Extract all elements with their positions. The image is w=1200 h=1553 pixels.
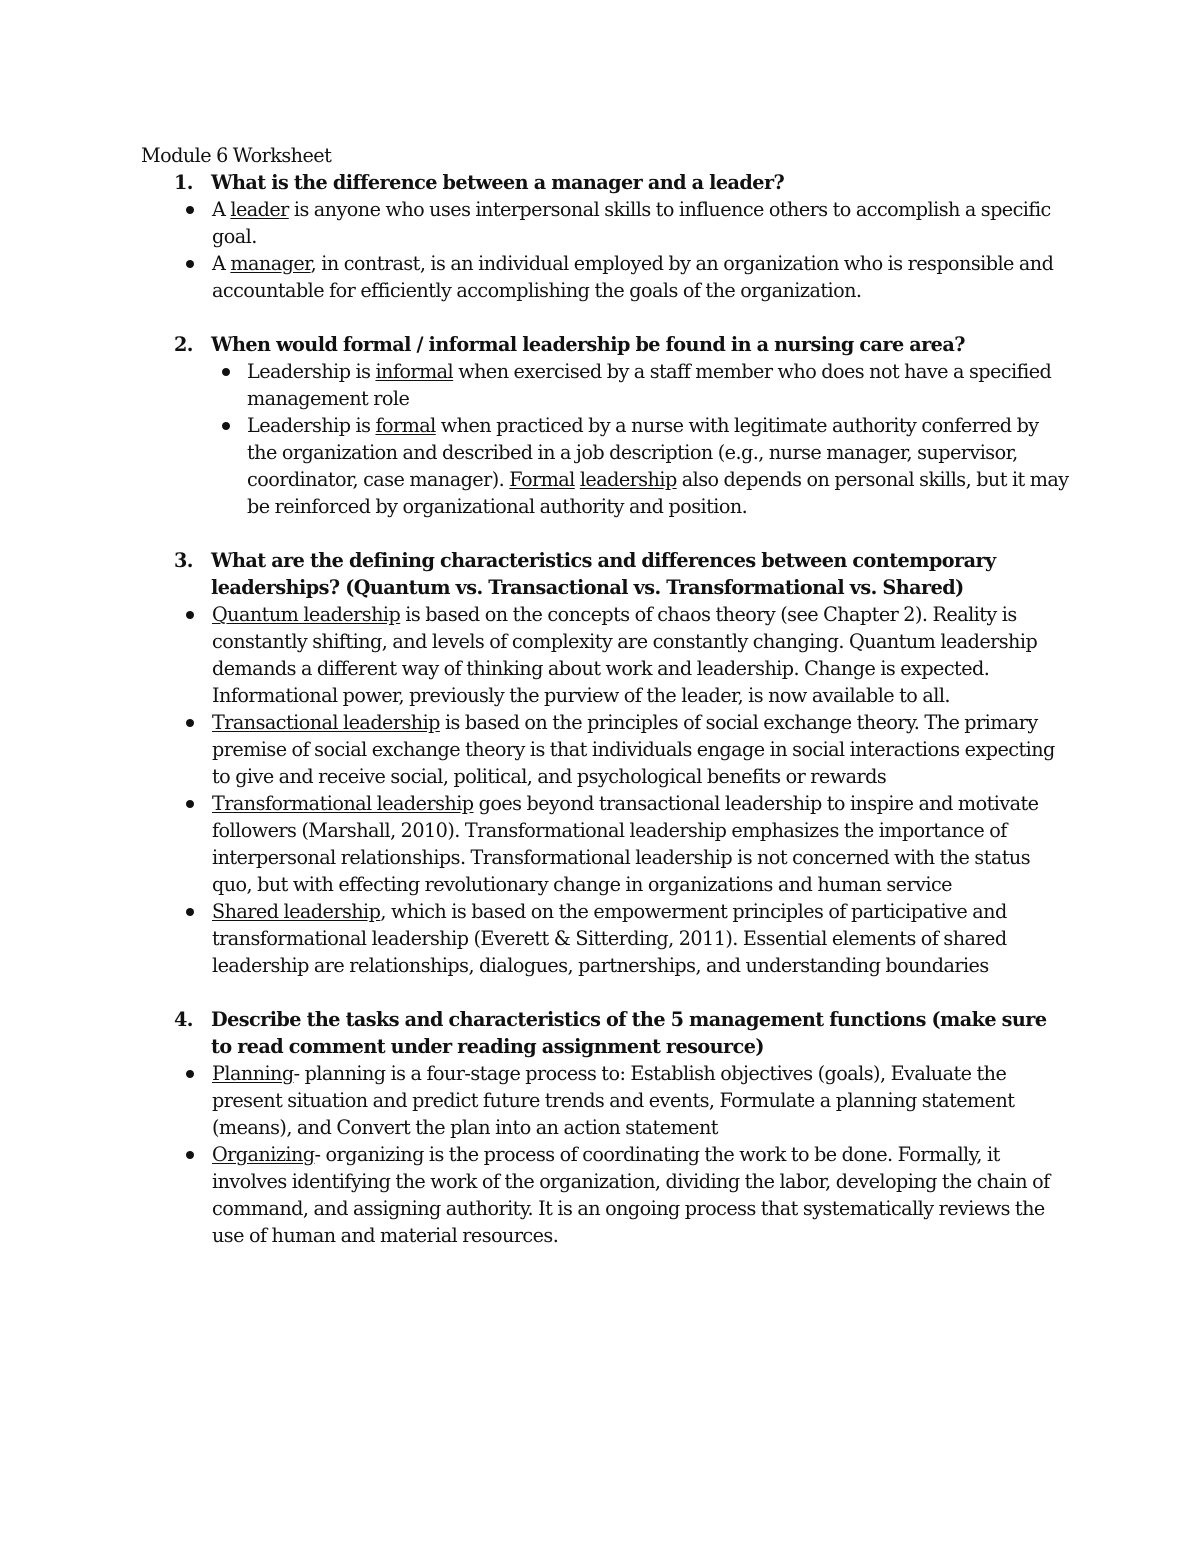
answer-list bbox=[141, 196, 1071, 304]
spacer bbox=[141, 520, 1071, 547]
question-2 bbox=[141, 331, 1071, 358]
answer-term: informal bbox=[375, 360, 454, 383]
answer-term: Transformational leadership bbox=[212, 792, 474, 815]
bullet-icon bbox=[186, 719, 194, 727]
answer-text: - organizing is the process of coordinating the work to be done. Formally, it involves identifying the work of the organization, dividing the labor, developing the chain of command, and assigning authority. It is an ongoing process that systematically reviews the use of human and material resources. bbox=[212, 1143, 1050, 1247]
answer-prefix: Leadership is bbox=[247, 414, 376, 437]
question-4 bbox=[141, 1006, 1071, 1060]
answer-text: , which is based on the empowerment principles of participative and transformational leadership (Everett & Sitterding, 2011). Essential elements of shared leadership are relationships, dialogues, partnerships, and understanding boundaries bbox=[212, 900, 1007, 977]
answer-item bbox=[212, 709, 1071, 790]
answer-text: is anyone who uses interpersonal skills to influence others to accomplish a specific goal. bbox=[212, 198, 1051, 248]
question-1 bbox=[141, 169, 1071, 196]
answer-list bbox=[141, 1060, 1071, 1249]
question-text: What is the difference between a manager and a leader? bbox=[211, 171, 785, 194]
answer-term: Organizing bbox=[212, 1143, 315, 1166]
answer-item bbox=[247, 358, 1071, 412]
answer-text: is based on the concepts of chaos theory (see Chapter 2). Reality is constantly shifting, and levels of complexity are constantly changing. Quantum leadership demands a different way of thinking about work and leadership. Change is expected. Informational power, previously the purview of the leader, is now available to all. bbox=[212, 603, 1038, 707]
bullet-icon bbox=[222, 368, 230, 376]
answer-text: is based on the principles of social exchange theory. The primary premise of social exchange theory is that individuals engage in social interactions expecting to give and receive social, political, and psychological benefits or rewards bbox=[212, 711, 1055, 788]
question-3 bbox=[141, 547, 1071, 601]
answer-term: manager bbox=[230, 252, 311, 275]
bullet-icon bbox=[222, 422, 230, 430]
answer-term: Formal bbox=[509, 468, 575, 491]
answer-list bbox=[141, 601, 1071, 979]
answer-list bbox=[211, 358, 1071, 520]
question-number: 2. bbox=[174, 333, 193, 356]
answer-prefix: A bbox=[212, 252, 231, 275]
question-number: 1. bbox=[174, 171, 193, 194]
question-number: 3. bbox=[174, 549, 193, 572]
answer-text: also depends on personal skills, but it may be reinforced by organizational authority and position. bbox=[247, 468, 1069, 518]
question-number: 4. bbox=[174, 1008, 193, 1031]
answer-term: leadership bbox=[579, 468, 677, 491]
answer-term: Shared leadership bbox=[212, 900, 381, 923]
document-title: Module 6 Worksheet bbox=[141, 144, 332, 167]
document-body bbox=[141, 142, 1071, 1249]
answer-item bbox=[212, 601, 1071, 709]
answer-term: leader bbox=[230, 198, 289, 221]
answer-item bbox=[212, 898, 1071, 979]
answer-text: , in contrast, is an individual employed by an organization who is responsible and accountable for efficiently accomplishing the goals of the organization. bbox=[212, 252, 1054, 302]
question-text: Describe the tasks and characteristics of the 5 management functions (make sure to read comment under reading assignment resource) bbox=[211, 1008, 1047, 1058]
answer-term: Planning bbox=[212, 1062, 294, 1085]
answer-term: Quantum leadership bbox=[212, 603, 401, 626]
answer-item bbox=[212, 1060, 1071, 1141]
answer-text: - planning is a four-stage process to: Establish objectives (goals), Evaluate the present situation and predict future trends and events, Formulate a planning statement (means), and Convert the plan into an action statement bbox=[212, 1062, 1015, 1139]
spacer bbox=[141, 979, 1071, 1006]
answer-term: Transactional leadership bbox=[212, 711, 440, 734]
answer-text: when practiced by a nurse with legitimate authority conferred by the organization and described in a job description (e.g., nurse manager, supervisor, coordinator, case manager). bbox=[247, 414, 1039, 491]
answer-item bbox=[212, 1141, 1071, 1249]
answer-text: when exercised by a staff member who does not have a specified management role bbox=[247, 360, 1052, 410]
answer-prefix: Leadership is bbox=[247, 360, 376, 383]
answer-text: goes beyond transactional leadership to inspire and motivate followers (Marshall, 2010). Transformational leadership emphasizes the importance of interpersonal relationships. Transformational leadership is not concerned with the status quo, but with effecting revolutionary change in organizations and human service bbox=[212, 792, 1039, 896]
question-text: What are the defining characteristics and differences between contemporary leaderships? (Quantum vs. Transactional vs. Transformational vs. Shared) bbox=[211, 549, 996, 599]
bullet-icon bbox=[186, 260, 194, 268]
bullet-icon bbox=[186, 1070, 194, 1078]
answer-prefix: A bbox=[212, 198, 231, 221]
spacer bbox=[141, 304, 1071, 331]
bullet-icon bbox=[186, 800, 194, 808]
answer-item bbox=[247, 412, 1071, 520]
answer-item bbox=[212, 196, 1071, 250]
bullet-icon bbox=[186, 1151, 194, 1159]
answer-item bbox=[212, 250, 1071, 304]
answer-item bbox=[212, 790, 1071, 898]
question-text: When would formal / informal leadership be found in a nursing care area? bbox=[211, 333, 965, 356]
bullet-icon bbox=[186, 206, 194, 214]
answer-term: formal bbox=[375, 414, 436, 437]
bullet-icon bbox=[186, 908, 194, 916]
bullet-icon bbox=[186, 611, 194, 619]
